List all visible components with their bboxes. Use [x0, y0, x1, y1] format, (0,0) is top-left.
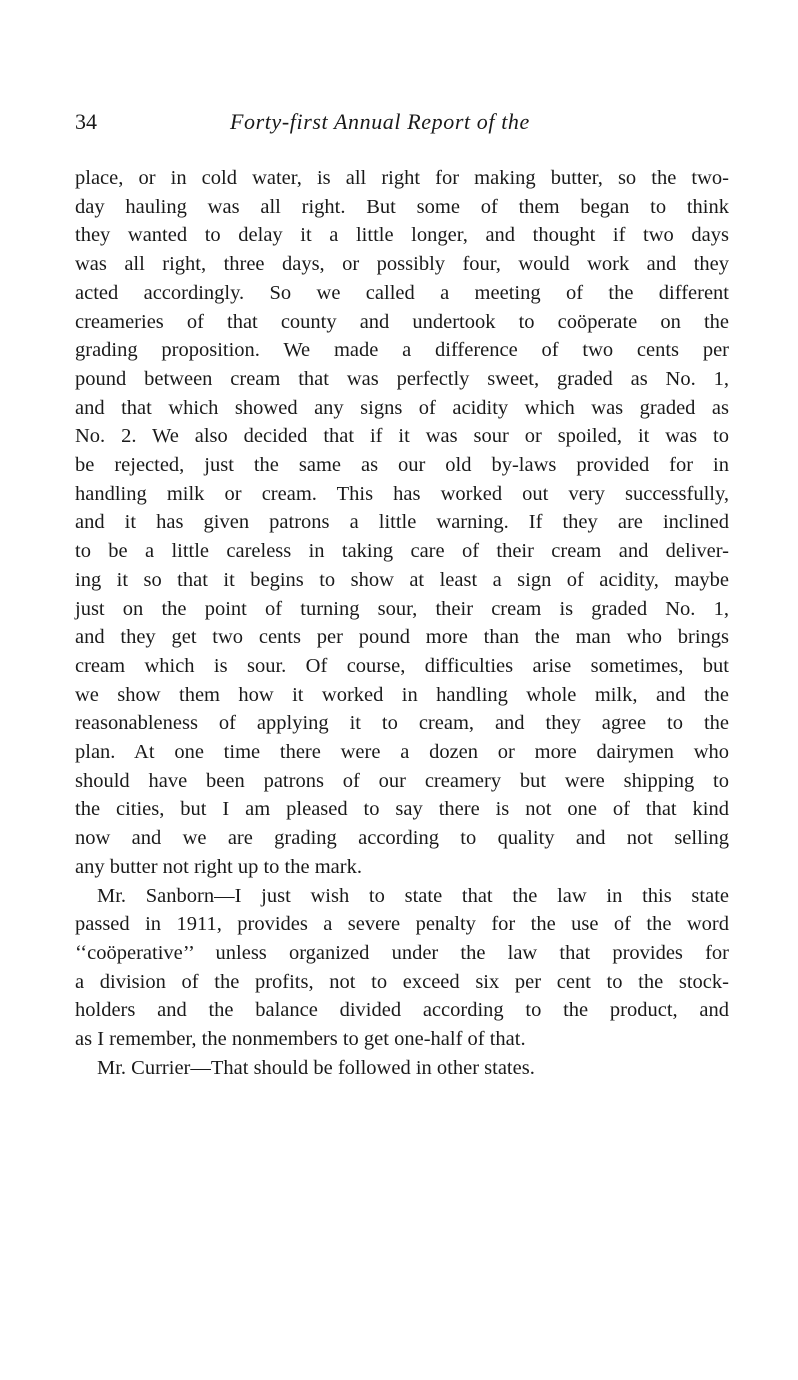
page-number: 34 [75, 109, 97, 134]
text-line: handling milk or cream. This has worked out very successfully, [75, 482, 729, 505]
text-line: holders and the balance divided according to the product, and [75, 999, 729, 1022]
text-line: and that which showed any signs of acidity which was graded as [75, 396, 729, 419]
paragraph-sanborn [75, 882, 729, 1054]
text-line: ‘‘coöperative’’ unless organized under the law that provides for [75, 941, 729, 964]
text-line: No. 2. We also decided that if it was sour or spoiled, it was to [75, 425, 729, 448]
paragraph-grading [75, 164, 729, 882]
text-line: place, or in cold water, is all right for making butter, so the two- [75, 167, 729, 189]
text-line: any butter not right up to the mark. [75, 855, 362, 878]
text-line: creameries of that county and undertook to coöperate on the [75, 310, 729, 333]
text-line: as I remember, the nonmembers to get one-half of that. [75, 1028, 526, 1051]
body-text [75, 164, 729, 1083]
text-line: just on the point of turning sour, their cream is graded No. 1, [75, 597, 729, 620]
text-line: now and we are grading according to quality and not selling [75, 827, 729, 850]
text-line: be rejected, just the same as our old by-laws provided for in [75, 454, 729, 477]
text-line: to be a little careless in taking care of their cream and deliver- [75, 540, 729, 563]
text-line: reasonableness of applying it to cream, and they agree to the [75, 712, 729, 735]
text-line: they wanted to delay it a little longer, and thought if two days [75, 224, 729, 247]
text-line: should have been patrons of our creamery but were shipping to [75, 769, 729, 792]
text-line: pound between cream that was perfectly sweet, graded as No. 1, [75, 367, 729, 390]
text-line: passed in 1911, provides a severe penalty for the use of the word [75, 913, 729, 936]
text-line: and it has given patrons a little warning. If they are inclined [75, 511, 729, 534]
text-line: Mr. Currier—That should be followed in other states. [97, 1056, 535, 1079]
paragraph-currier [75, 1054, 729, 1083]
text-line: we show them how it worked in handling whole milk, and the [75, 683, 729, 706]
text-line: day hauling was all right. But some of them began to think [75, 195, 729, 218]
text-line: and they get two cents per pound more than the man who brings [75, 626, 729, 649]
text-line: acted accordingly. So we called a meeting of the different [75, 281, 729, 304]
text-line: Mr. Sanborn—I just wish to state that the law in this state [97, 884, 729, 907]
running-head: Forty-first Annual Report of the [230, 109, 530, 134]
text-line: the cities, but I am pleased to say there is not one of that kind [75, 798, 729, 821]
text-line: grading proposition. We made a difference of two cents per [75, 339, 729, 362]
page-header [75, 106, 730, 140]
text-line: ing it so that it begins to show at least a sign of acidity, maybe [75, 568, 729, 591]
text-line: was all right, three days, or possibly four, would work and they [75, 253, 729, 276]
text-line: a division of the profits, not to exceed six per cent to the stock- [75, 970, 729, 993]
text-line: cream which is sour. Of course, difficulties arise sometimes, but [75, 654, 729, 677]
text-line: plan. At one time there were a dozen or more dairymen who [75, 741, 729, 764]
